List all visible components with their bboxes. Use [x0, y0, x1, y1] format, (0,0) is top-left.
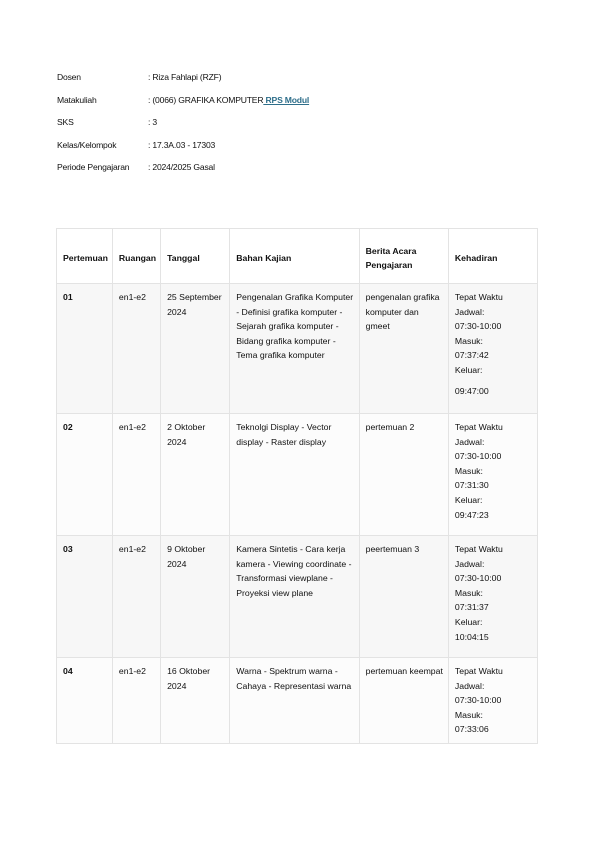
info-value: : 2024/2025 Gasal [148, 162, 215, 173]
attendance-out-label: Keluar: [454, 494, 483, 505]
attendance-in-label: Masuk: [454, 587, 483, 598]
cell-kehadiran [448, 658, 537, 744]
col-header-kehadiran: Kehadiran [448, 229, 537, 284]
attendance-out-label: Keluar: [454, 364, 483, 375]
attendance-status: Tepat Waktu [454, 666, 503, 676]
info-row-matakuliah [57, 95, 309, 118]
cell-bahan-kajian: Teknolgi Display - Vector display - Raster display [230, 414, 359, 536]
info-row-kelas [57, 140, 309, 163]
attendance-out-time: 09:47:23 [454, 509, 489, 520]
attendance-out-time: 09:47:00 [454, 385, 489, 396]
attendance-schedule: 07:30-10:00 [454, 321, 502, 332]
cell-kehadiran [448, 414, 537, 536]
cell-tanggal: 9 Oktober 2024 [161, 536, 230, 658]
info-value [148, 95, 309, 105]
attendance-out-time: 10:04:15 [454, 631, 489, 642]
table-row [57, 284, 538, 414]
attendance-status: Tepat Waktu [454, 422, 503, 432]
info-value: : Riza Fahlapi (RZF) [148, 72, 222, 82]
course-name: : (0066) GRAFIKA KOMPUTER [148, 94, 264, 105]
info-key: Periode Pengajaran [57, 162, 130, 173]
col-header-pertemuan: Pertemuan [57, 229, 113, 284]
attendance-status: Tepat Waktu [454, 544, 503, 554]
cell-pertemuan: 04 [57, 658, 113, 744]
cell-ruangan: en1-e2 [112, 536, 160, 658]
cell-ruangan: en1-e2 [112, 658, 160, 744]
info-key: Matakuliah [57, 94, 97, 105]
attendance-in-time: 07:31:30 [454, 480, 489, 491]
cell-pertemuan: 03 [57, 536, 113, 658]
info-row-periode [57, 162, 309, 185]
cell-berita-acara: pengenalan grafika komputer dan gmeet [359, 284, 448, 414]
attendance-in-label: Masuk: [454, 709, 483, 720]
col-header-berita-acara: Berita Acara Pengajaran [359, 229, 448, 284]
attendance-schedule-label: Jadwal: [454, 436, 485, 447]
cell-ruangan: en1-e2 [112, 414, 160, 536]
rps-modul-link[interactable]: RPS Modul [263, 94, 310, 105]
info-key: SKS [57, 117, 74, 128]
table-header-row [57, 229, 538, 284]
attendance-out-label: Keluar: [454, 616, 483, 627]
col-header-tanggal: Tanggal [161, 229, 230, 284]
cell-kehadiran [448, 536, 537, 658]
attendance-in-time: 07:37:42 [454, 350, 489, 361]
cell-kehadiran [448, 284, 537, 414]
table-row [57, 536, 538, 658]
attendance-schedule-label: Jadwal: [454, 680, 485, 691]
cell-tanggal: 25 September 2024 [161, 284, 230, 414]
cell-bahan-kajian: Kamera Sintetis - Cara kerja kamera - Viewing coordinate - Transformasi viewplane - Proyeksi view plane [230, 536, 359, 658]
attendance-status: Tepat Waktu [454, 292, 503, 302]
attendance-schedule: 07:30-10:00 [454, 451, 502, 462]
table-row [57, 658, 538, 744]
attendance-schedule-label: Jadwal: [454, 306, 485, 317]
cell-tanggal: 2 Oktober 2024 [161, 414, 230, 536]
info-row-dosen [57, 72, 309, 95]
cell-ruangan: en1-e2 [112, 284, 160, 414]
attendance-in-label: Masuk: [454, 465, 483, 476]
cell-pertemuan: 02 [57, 414, 113, 536]
attendance-in-time: 07:33:06 [454, 724, 489, 735]
table-row [57, 414, 538, 536]
info-key: Kelas/Kelompok [57, 139, 117, 150]
cell-tanggal: 16 Oktober 2024 [161, 658, 230, 744]
col-header-ruangan: Ruangan [112, 229, 160, 284]
cell-bahan-kajian: Pengenalan Grafika Komputer - Definisi grafika komputer - Sejarah grafika komputer - Bidang grafika komputer - Tema grafika komputer [230, 284, 359, 414]
info-row-sks [57, 117, 309, 140]
cell-berita-acara: pertemuan keempat [359, 658, 448, 744]
info-key: Dosen [57, 72, 81, 82]
attendance-schedule: 07:30-10:00 [454, 695, 502, 706]
attendance-schedule-label: Jadwal: [454, 558, 485, 569]
col-header-bahan-kajian: Bahan Kajian [230, 229, 359, 284]
course-info [57, 72, 309, 185]
cell-berita-acara: peertemuan 3 [359, 536, 448, 658]
cell-berita-acara: pertemuan 2 [359, 414, 448, 536]
attendance-schedule: 07:30-10:00 [454, 573, 502, 584]
attendance-in-time: 07:31:37 [454, 602, 489, 613]
cell-bahan-kajian: Warna - Spektrum warna - Cahaya - Representasi warna [230, 658, 359, 744]
attendance-table [56, 228, 538, 744]
info-value: : 3 [148, 117, 157, 128]
cell-pertemuan: 01 [57, 284, 113, 414]
attendance-in-label: Masuk: [454, 335, 483, 346]
info-value: : 17.3A.03 - 17303 [148, 139, 216, 150]
